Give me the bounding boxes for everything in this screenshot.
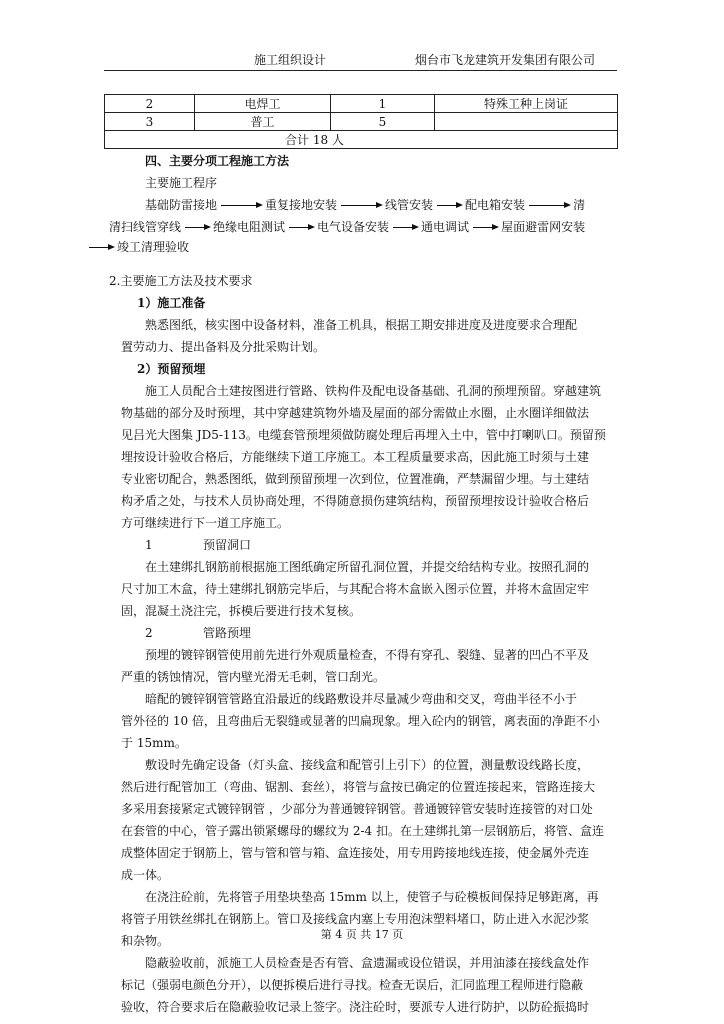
process-step: 屋面避雷网安装 xyxy=(501,220,586,234)
paragraph-line: 成一体。 xyxy=(121,868,170,882)
paragraph-line: 置劳动力、提出备料及分批采购计划。 xyxy=(121,340,326,354)
item-title: 预留洞口 xyxy=(203,538,252,552)
table-row xyxy=(105,95,618,113)
process-step: 线管安装 xyxy=(385,198,434,212)
paragraph-line: 将管子用铁丝绑扎在钢筋上。管口及接线盒内塞上专用泡沫塑料堵口，防止进入水泥沙浆 xyxy=(121,912,590,926)
arrow-icon xyxy=(437,205,461,206)
paragraph-line: 在浇注砼前，先将管子用垫块垫高 15mm 以上，使管子与砼模板间保持足够距离，再 xyxy=(145,890,599,904)
process-step: 通电调试 xyxy=(421,220,470,234)
paragraph-line: 构矛盾之处，与技术人员协商处理，不得随意损伤建筑结构，预留预埋按设计验收合格后 xyxy=(121,494,590,508)
process-step: 竣工清理验收 xyxy=(117,240,190,254)
table-row xyxy=(105,131,618,149)
paragraph-line: 和杂物。 xyxy=(121,934,170,948)
paragraph-line: 方可继续进行下一道工序施工。 xyxy=(121,516,290,530)
methods-heading: 2.主要施工方法及技术要求 xyxy=(109,274,253,288)
arrow-icon xyxy=(89,247,113,248)
paragraph-line: 物基础的部分及时预埋，其中穿越建筑物外墙及屋面的部分需做止水圈，止水圈详细做法 xyxy=(121,406,590,420)
arrow-icon xyxy=(341,205,381,206)
arrow-icon xyxy=(529,205,569,206)
paragraph-line: 于 15mm。 xyxy=(121,736,187,750)
paragraph-line: 暗配的镀锌钢管管路宜沿最近的线路敷设并尽量减少弯曲和交叉，弯曲半径不小于 xyxy=(145,692,578,706)
staff-table xyxy=(104,94,618,149)
process-step: 绝缘电阻测试 xyxy=(213,220,286,234)
page-footer: 第 4 页 共 17 页 xyxy=(320,928,404,941)
arrow-icon xyxy=(393,227,417,228)
subsection-title: 2）预留预埋 xyxy=(137,362,206,376)
header-doc-title: 施工组织设计 xyxy=(254,53,327,67)
table-cell: 电焊工 xyxy=(195,95,331,113)
table-cell: 特殊工种上岗证 xyxy=(435,95,618,113)
paragraph-line: 标记（强弱电颜色分开），以便拆模后进行寻找。检查无误后，汇同监理工程师进行隐蔽 xyxy=(121,978,584,992)
process-step: 电气设备安装 xyxy=(317,220,390,234)
item-number: 2 xyxy=(145,626,153,640)
table-cell: 普工 xyxy=(195,113,331,131)
process-line-1: 基础防雷接地 重复接地安装 线管安装 配电箱安装 清 xyxy=(145,198,586,212)
page-header xyxy=(104,48,617,71)
subsection-title: 1）施工准备 xyxy=(137,296,206,310)
paragraph-line: 严重的锈蚀情况，管内壁光滑无毛刺，管口刮光。 xyxy=(121,670,386,684)
paragraph-line: 在土建绑扎钢筋前根据施工图纸确定所留孔洞位置，并提交给结构专业。按照孔洞的 xyxy=(145,560,590,574)
header-company: 烟台市飞龙建筑开发集团有限公司 xyxy=(414,53,595,67)
table-cell xyxy=(435,113,618,131)
process-step: 重复接地安装 xyxy=(265,198,338,212)
process-line-3 xyxy=(89,236,189,258)
paragraph-line: 熟悉图纸，核实图中设备材料，准备工机具，根据工期安排进度及进度要求合理配 xyxy=(145,318,578,332)
paragraph-line: 管外径的 10 倍，且弯曲后无裂缝或显著的凹扁现象。埋入砼内的钢管，离表面的净距不小 xyxy=(121,714,600,728)
table-total: 合计 18 人 xyxy=(105,131,618,149)
process-step: 清扫线管穿线 xyxy=(109,220,182,234)
paragraph-line: 预埋的镀锌钢管使用前先进行外观质量检查，不得有穿孔、裂缝、显著的凹凸不平及 xyxy=(145,648,590,662)
process-line-2 xyxy=(109,216,585,238)
table-cell: 3 xyxy=(105,113,195,131)
paragraph-line: 施工人员配合土建按图进行管路、铁构件及配电设备基础、孔洞的预埋预留。穿越建筑 xyxy=(145,384,602,398)
process-step: 配电箱安装 xyxy=(465,198,526,212)
arrow-icon xyxy=(185,227,209,228)
table-cell: 2 xyxy=(105,95,195,113)
paragraph-line: 尺寸加工木盒，待土建绑扎钢筋完毕后，与其配合将木盒嵌入图示位置，并将木盒固定牢 xyxy=(121,582,590,596)
paragraph-line: 埋按设计验收合格后，方能继续下道工序施工。本工程质量要求高，因此施工时须与土建 xyxy=(121,450,590,464)
paragraph-line: 然后进行配管加工（弯曲、锯割、套丝），将管与盒按已确定的位置连接起来，管路连接大 xyxy=(121,780,596,794)
paragraph-line: 多采用套接紧定式镀锌钢管 ，少部分为普通镀锌钢管。普通镀锌管安装时连接管的对口处 xyxy=(121,802,593,816)
paragraph-line: 隐蔽验收前，派施工人员检查是否有管、盒遗漏或设位错误，并用油漆在接线盒处作 xyxy=(145,956,590,970)
item-title: 管路预埋 xyxy=(203,626,252,640)
table-row xyxy=(105,113,618,131)
paragraph-line: 专业密切配合，熟悉图纸，做到预留预埋一次到位，位置准确，严禁漏留少埋。与土建结 xyxy=(121,472,590,486)
arrow-icon xyxy=(221,205,261,206)
section-title: 四、主要分项工程施工方法 xyxy=(145,154,290,168)
arrow-icon xyxy=(289,227,313,228)
item-number: 1 xyxy=(145,538,153,552)
paragraph-line: 见吕光大图集 JD5-113。电缆套管预埋须做防腐处理后再埋入土中，管中打喇叭口。预留预 xyxy=(121,428,606,442)
paragraph-line: 验收，符合要求后在隐蔽验收记录上签字。浇注砼时，要派专人进行防护，以防砼振捣时 xyxy=(121,1000,590,1014)
paragraph-line: 固，混凝土浇注完，拆模后要进行技术复核。 xyxy=(121,604,362,618)
paragraph-line: 敷设时先确定设备（灯头盒、接线盒和配管引上引下）的位置，测量敷设线路长度， xyxy=(145,758,590,772)
paragraph-line: 成整体固定于钢筋上，管与管和管与箱、盒连接处，用专用跨接地线连接，使金属外壳连 xyxy=(121,846,590,860)
table-cell: 1 xyxy=(331,95,435,113)
arrow-icon xyxy=(473,227,497,228)
section-subtitle: 主要施工程序 xyxy=(145,176,218,190)
process-step: 基础防雷接地 xyxy=(145,198,218,212)
paragraph-line: 在套管的中心，管子露出锁紧螺母的螺纹为 2-4 扣。在土建绑扎第一层钢筋后，将管、盒连 xyxy=(121,824,604,838)
table-cell: 5 xyxy=(331,113,435,131)
